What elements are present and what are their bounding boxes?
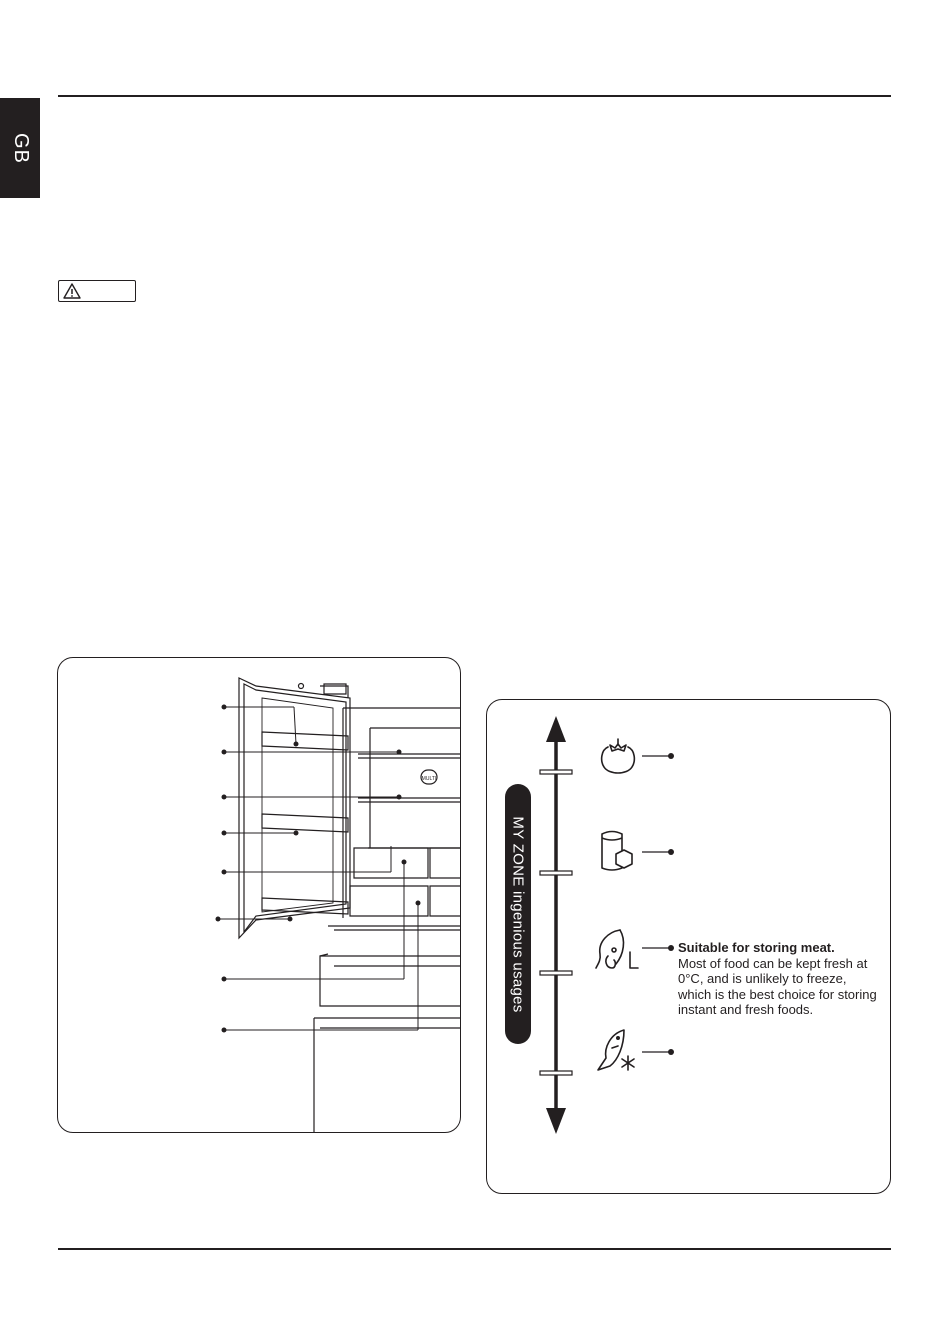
jar-icon (596, 828, 640, 876)
meat-zone-body: Most of food can be kept fresh at 0°C, and is unlikely to freeze, which is the best choice for storing instant and fresh foods. (678, 955, 877, 1017)
my-zone-label-text: MY ZONE ingenious usages (509, 815, 527, 1013)
fish-freeze-icon (594, 1026, 642, 1074)
footer-rule (58, 1248, 891, 1250)
warning-box (58, 280, 136, 302)
icon-connectors (640, 746, 680, 1066)
temperature-axis (526, 712, 586, 1142)
meat-zone-description (678, 940, 878, 1018)
language-tab-label: GB (9, 132, 32, 164)
warning-icon (63, 283, 81, 299)
tomato-icon (598, 735, 638, 777)
fridge-illustration (58, 658, 461, 1133)
header-rule (58, 95, 891, 97)
fridge-diagram-panel (57, 657, 461, 1133)
language-tab (0, 98, 40, 198)
multi-badge-label: MULTI (421, 776, 437, 782)
meat-icon (594, 926, 642, 972)
meat-zone-heading: Suitable for storing meat. (678, 940, 835, 955)
my-zone-vertical-label (505, 784, 531, 1044)
